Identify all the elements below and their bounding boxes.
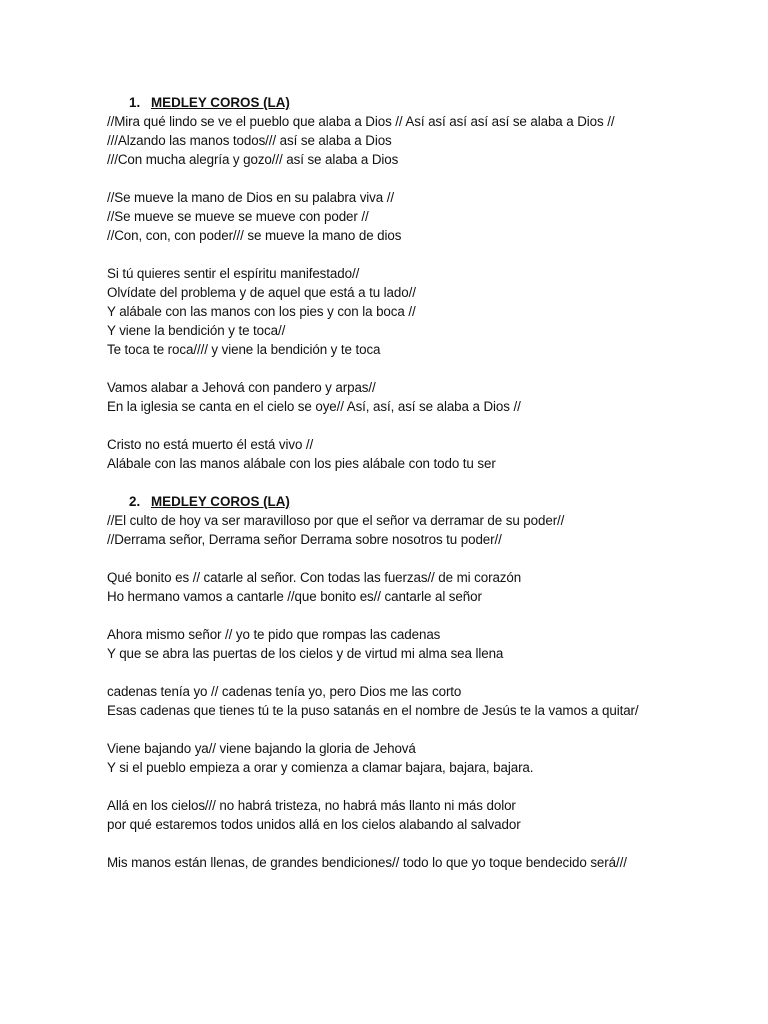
lyric-line: //Se mueve la mano de Dios en su palabra viva //	[107, 190, 394, 205]
lyric-line: //Derrama señor, Derrama señor Derrama sobre nosotros tu poder//	[107, 532, 502, 547]
lyric-line: Cristo no está muerto él está vivo //	[107, 437, 314, 452]
lyric-line: //El culto de hoy va ser maravilloso por que el señor va derramar de su poder//	[107, 513, 565, 528]
lyric-line: Te toca te roca//// y viene la bendición y te toca	[107, 342, 381, 357]
document-page	[107, 93, 747, 872]
section-number: 1.	[129, 95, 141, 110]
lyric-line: Y viene la bendición y te toca//	[107, 323, 286, 338]
blank-line	[107, 169, 747, 188]
section-title: MEDLEY COROS (LA)	[151, 95, 290, 110]
lyric-line: Y si el pueblo empieza a orar y comienza a clamar bajara, bajara, bajara.	[107, 760, 534, 775]
section-body	[107, 511, 747, 872]
lyric-line: //Con, con, con poder/// se mueve la mano de dios	[107, 228, 402, 243]
lyric-line: Y alábale con las manos con los pies y con la boca //	[107, 304, 416, 319]
lyric-line: Vamos alabar a Jehová con pandero y arpas//	[107, 380, 376, 395]
lyric-line: ///Con mucha alegría y gozo/// así se alaba a Dios	[107, 152, 399, 167]
lyric-line: Y que se abra las puertas de los cielos y de virtud mi alma sea llena	[107, 646, 504, 661]
section-body	[107, 112, 747, 492]
lyric-line: Qué bonito es // catarle al señor. Con todas las fuerzas// de mi corazón	[107, 570, 522, 585]
lyric-line: Mis manos están llenas, de grandes bendiciones// todo lo que yo toque bendecido será///	[107, 855, 627, 870]
section-number: 2.	[129, 494, 141, 509]
section-title: MEDLEY COROS (LA)	[151, 494, 290, 509]
lyric-line: //Mira qué lindo se ve el pueblo que alaba a Dios // Así así así así así se alaba a Dios //	[107, 114, 615, 129]
blank-line	[107, 359, 747, 378]
lyric-line: En la iglesia se canta en el cielo se oye// Así, así, así se alaba a Dios //	[107, 399, 521, 414]
blank-line	[107, 549, 747, 568]
lyric-line: Alábale con las manos alábale con los pies alábale con todo tu ser	[107, 456, 496, 471]
blank-line	[107, 834, 747, 853]
lyric-line: ///Alzando las manos todos/// así se alaba a Dios	[107, 133, 392, 148]
lyric-line: //Se mueve se mueve se mueve con poder //	[107, 209, 369, 224]
blank-line	[107, 720, 747, 739]
section-heading	[107, 492, 747, 511]
lyric-line: Si tú quieres sentir el espíritu manifestado//	[107, 266, 360, 281]
blank-line	[107, 245, 747, 264]
lyric-line: por qué estaremos todos unidos allá en los cielos alabando al salvador	[107, 817, 521, 832]
lyric-line: Ahora mismo señor // yo te pido que rompas las cadenas	[107, 627, 441, 642]
lyric-line: Esas cadenas que tienes tú te la puso satanás en el nombre de Jesús te la vamos a quitar/	[107, 703, 639, 718]
section-heading	[107, 93, 747, 112]
lyric-line: Olvídate del problema y de aquel que está a tu lado//	[107, 285, 416, 300]
blank-line	[107, 606, 747, 625]
blank-line	[107, 473, 747, 492]
lyric-line: Allá en los cielos/// no habrá tristeza, no habrá más llanto ni más dolor	[107, 798, 516, 813]
lyric-line: Viene bajando ya// viene bajando la gloria de Jehová	[107, 741, 416, 756]
blank-line	[107, 663, 747, 682]
lyric-line: cadenas tenía yo // cadenas tenía yo, pero Dios me las corto	[107, 684, 462, 699]
blank-line	[107, 777, 747, 796]
blank-line	[107, 416, 747, 435]
lyric-line: Ho hermano vamos a cantarle //que bonito es// cantarle al señor	[107, 589, 482, 604]
